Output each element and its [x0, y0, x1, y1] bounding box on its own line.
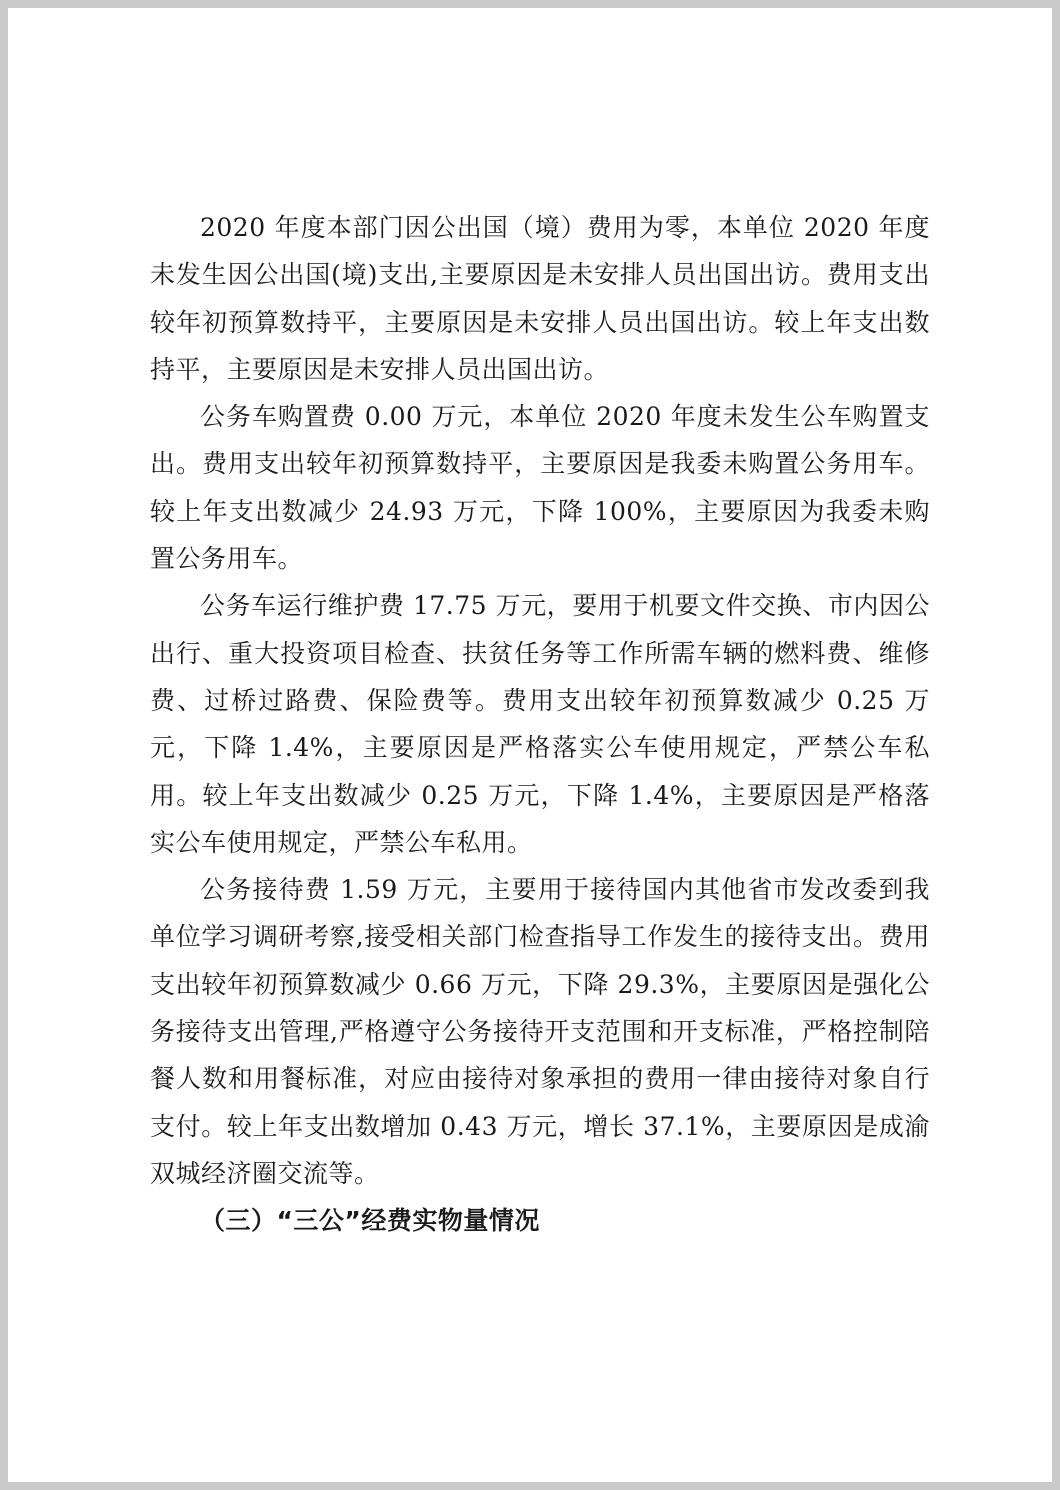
paragraph-overseas-travel: 2020 年度本部门因公出国（境）费用为零，本单位 2020 年度未发生因公出国(境)支出,主要原因是未安排人员出国出访。费用支出较年初预算数持平，主要原因是未安排人员出国出访。较上年支出数持平，主要原因是未安排人员出国出访。: [150, 213, 930, 384]
document-page: [8, 8, 1052, 1482]
section-heading: （三）“三公”经费实物量情况: [200, 1206, 540, 1236]
paragraph-vehicle-maintenance: 公务车运行维护费 17.75 万元，要用于机要文件交换、市内因公出行、重大投资项目检查、扶贫任务等工作所需车辆的燃料费、维修费、过桥过路费、保险费等。费用支出较年初预算数减少 0.25 万元，下降 1.4%，主要原因是严格落实公车使用规定，严禁公车私用。较上年支出数减少 0.25 万元，下降 1.4%，主要原因是严格落实公车使用规定，严禁公车私用。: [150, 591, 930, 857]
paragraph-vehicle-purchase: 公务车购置费 0.00 万元，本单位 2020 年度未发生公车购置支出。费用支出较年初预算数持平，主要原因是我委未购置公务用车。较上年支出数减少 24.93 万元，下降 100%，主要原因为我委未购置公务用车。: [150, 402, 930, 574]
paragraph-reception: 公务接待费 1.59 万元，主要用于接待国内其他省市发改委到我单位学习调研考察,接受相关部门检查指导工作发生的接待支出。费用支出较年初预算数减少 0.66 万元，下降 29.3%，主要原因是强化公务接待支出管理,严格遵守公务接待开支范围和开支标准，严格控制陪餐人数和用餐标准，对应由接待对象承担的费用一律由接待对象自行支付。较上年支出数增加 0.43 万元，增长 37.1%，主要原因是成渝双城经济圈交流等。: [150, 875, 930, 1188]
document-body: [150, 204, 930, 1245]
